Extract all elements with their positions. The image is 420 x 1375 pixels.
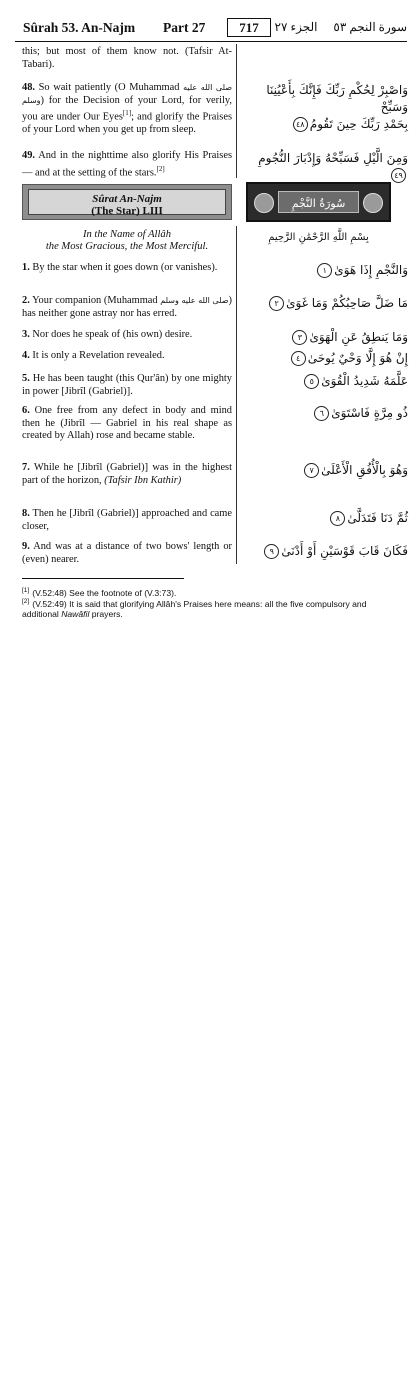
verse-6-english [22,405,232,443]
verse-49-english [22,150,232,180]
text-segment: 1. [22,262,30,273]
text-segment: إِنْ هُوَ إِلَّا وَحْيٌ يُوحَىٰ [307,351,408,365]
text-segment: It is only a Revelation revealed. [29,350,165,361]
text-segment: [1] [22,587,30,594]
text-segment: 3. [22,329,30,340]
text-segment: In the Name of Allâh [82,229,172,240]
verse-2-arabic [248,295,408,312]
ornament-icon [363,193,383,213]
text-segment: Nor does he speak of (his own) desire. [29,329,193,340]
text-segment: وَاصْبِرْ لِحُكْمِ رَبِّكَ فَإِنَّكَ بِأَعْيُنِنَا وَسَبِّحْ [266,83,408,114]
text-segment: 9. [22,541,30,552]
text-segment: ; and glorify the Praises of your Lord when you get up from sleep. [22,111,232,136]
ornament-icon [254,193,274,213]
verse-7-arabic [248,462,408,479]
verse-number-marker: ٤٩ [391,168,406,183]
verse-number-marker: ٨ [330,511,345,526]
saw-glyph: صلى الله عليه وسلم [160,296,229,305]
text-segment: وَالنَّجْمِ إِذَا هَوَىٰ [334,263,408,277]
text-segment: Nawâfil [61,609,90,620]
text-segment: ) for the Decision of your Lord, for verily, you are under Our Eyes [22,94,232,123]
text-segment: وَمَا يَنطِقُ عَنِ الْهَوَىٰ [309,330,408,344]
basmala-english [22,229,232,254]
verse-number-marker: ١ [317,263,332,278]
text-segment: So wait patiently (O Muhammad [35,82,184,93]
text-segment: And was at a distance of two bows' length or (even) nearer. [22,541,232,565]
footnote-2 [22,597,402,620]
verse-number-marker: ٦ [314,406,329,421]
verse-number-marker: ٢ [269,296,284,311]
continuation-text [22,46,232,71]
verse-number-marker: ٤٨ [293,117,308,132]
text-segment: ثُمَّ دَنَا فَتَدَلَّىٰ [347,511,408,525]
verse-9-english [22,541,232,566]
column-divider [236,226,237,564]
verse-number-marker: ٥ [304,374,319,389]
page-header [15,18,405,40]
footnote-ref: [2] [156,164,165,173]
footnote-ref: [1] [122,109,132,118]
header-page-number: 717 [227,18,271,37]
text-segment: By the star when it goes down (or vanishes). [29,262,218,273]
verse-7-english [22,462,232,487]
verse-2-english [22,295,232,320]
verse-48-arabic [248,82,408,133]
verse-6-arabic [248,405,408,422]
verse-number-marker: ٩ [264,544,279,559]
header-surah: Sûrah 53. An-Najm [23,20,136,35]
column-divider [236,44,237,178]
text-segment: بِحَمْدِ رَبِّكَ حِينَ تَقُومُ [309,117,408,131]
text-segment: (V.52:48) See the footnote of (V.3:73). [32,587,177,598]
saw-glyph: صلى الله عليه وسلم [22,83,233,105]
text-segment: the Most Gracious, the Most Merciful. [45,241,209,253]
text-segment: 2. [22,295,30,306]
verse-3-english [22,329,232,342]
verse-3-arabic [248,329,408,346]
text-segment: ) has neither gone astray nor has erred. [22,295,232,319]
text-segment: this; but most of them know not. (Tafsir At-Tabari). [22,46,232,70]
text-segment: 6. [22,405,30,416]
text-segment: (V.52:49) It is said that glorifying Allâh's Praises here means: all the five compulsory and additional [22,598,367,620]
surah-subtitle: (The Star) LIII [91,205,163,217]
verse-number: 49. [22,150,35,161]
text-segment: 5. [22,373,30,384]
surah-title: Sûrat An-Najm [92,193,162,205]
verse-number-marker: ٤ [291,351,306,366]
text-segment: 7. [22,462,30,473]
verse-number-marker: ٧ [304,463,319,478]
text-segment: عَلَّمَهُ شَدِيدُ الْقُوَىٰ [321,374,408,388]
surah-title-box [22,184,232,220]
text-segment: He has been taught (this Qur'ân) by one mighty in power [Jibrîl (Gabriel)]. [22,373,232,397]
header-part: Part 27 [163,20,206,35]
text-segment: One free from any defect in body and mind then he (Jibrîl — Gabriel in his real shape as created by Allah) rose and became stable. [22,405,232,442]
text-segment: وَمِنَ الَّيْلِ فَسَبِّحْهُ وَإِدْبَارَ النُّجُومِ [258,151,408,165]
verse-4-arabic [248,350,408,367]
verse-8-arabic [248,510,408,527]
text-segment: 4. [22,350,30,361]
text-segment: While he [Jibrîl (Gabriel)] was in the highest part of the horizon, [22,462,232,486]
text-segment: (Tafsir Ibn Kathir) [104,474,182,486]
verse-4-english [22,350,232,363]
text-segment: prayers. [89,609,123,620]
text-segment: Then he [Jibrîl (Gabriel)] approached and came closer, [22,508,232,532]
text-segment: سُورَةُ النَّجْمِ [291,197,346,210]
verse-8-english [22,508,232,533]
text-segment: فَكَانَ قَابَ قَوْسَيْنِ أَوْ أَدْنَىٰ [281,544,408,558]
verse-1-english [22,262,232,275]
text-segment: مَا ضَلَّ صَاحِبُكُمْ وَمَا غَوَىٰ [286,296,408,310]
text-segment: 8. [22,508,30,519]
verse-number: 48. [22,82,35,93]
verse-49-arabic [248,150,408,184]
text-segment: And in the nighttime also glorify His Praises — and at the setting of the stars. [22,150,232,179]
verse-48-english [22,82,232,137]
verse-5-english [22,373,232,398]
surah-banner-arabic [246,182,391,222]
verse-9-arabic [248,543,408,560]
basmala-arabic: بِسْمِ اللَّهِ الرَّحْمَٰنِ الرَّحِيمِ [268,232,369,243]
text-segment: [2] [22,598,30,605]
verse-1-arabic [248,262,408,279]
verse-number-marker: ٣ [292,330,307,345]
text-segment: Your companion (Muhammad [29,295,161,306]
text-segment: ذُو مِرَّةٍ فَاسْتَوَىٰ [331,406,408,420]
header-juz-arabic: الجزء ٢٧ [274,20,318,34]
text-segment: وَهُوَ بِالْأُفُقِ الْأَعْلَىٰ [321,463,408,477]
verse-5-arabic [248,373,408,390]
header-surah-arabic: سورة النجم ٥٣ [333,20,407,34]
footnote-rule [22,578,184,579]
header-rule [15,41,407,42]
